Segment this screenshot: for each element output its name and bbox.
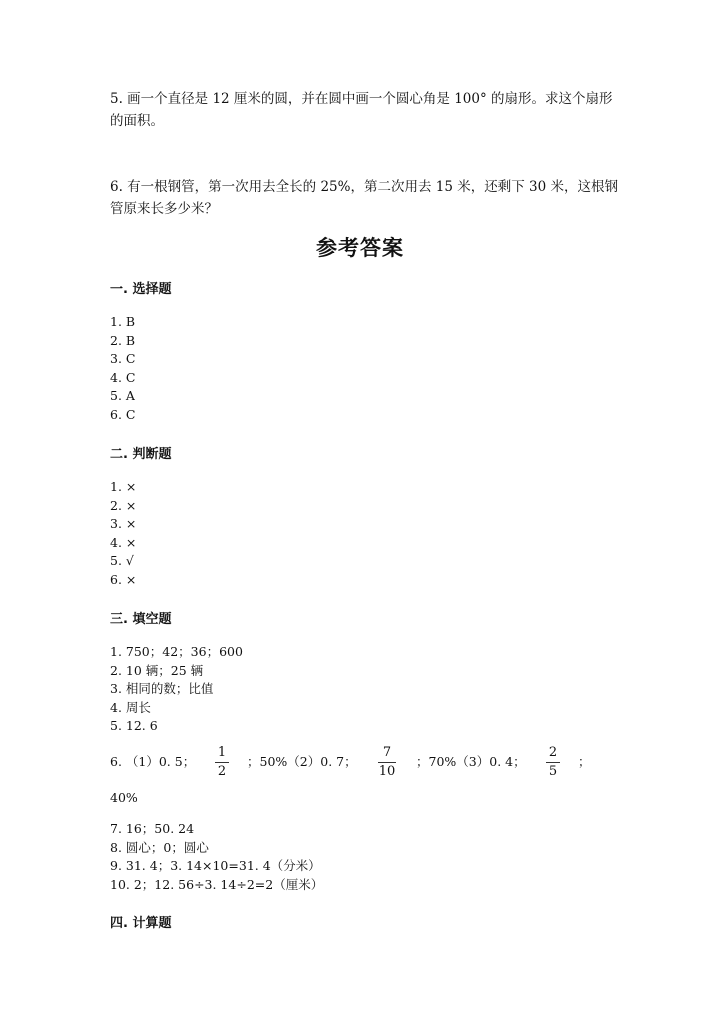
fraction-numerator: 1 — [217, 745, 227, 760]
fraction-7-10 — [378, 746, 396, 779]
fill-answers-list-a — [110, 643, 243, 736]
list-item: 2. B — [110, 332, 136, 348]
list-item: 3. C — [110, 351, 136, 367]
list-item: 1. × — [110, 479, 137, 494]
list-item: 6. C — [110, 406, 136, 422]
fraction-numerator: 2 — [548, 745, 558, 760]
list-item: 6. × — [110, 571, 137, 587]
fraction-bar — [215, 762, 229, 763]
list-item: 1. B — [110, 314, 136, 329]
fill-answers-list-b — [110, 820, 323, 894]
fill-item-6-tail: 40% — [110, 790, 138, 805]
list-item: 1. 750；42；36；600 — [110, 644, 243, 659]
fraction-denominator: 5 — [548, 764, 558, 779]
judge-answers-list — [110, 478, 136, 590]
list-item: 4. C — [110, 369, 136, 385]
list-item: 9. 31. 4；3. 14×10=31. 4（分米） — [110, 858, 321, 874]
fraction-bar — [378, 762, 396, 763]
fraction-denominator: 2 — [217, 764, 227, 779]
question-6: 6. 有一根钢管，第一次用去全长的 25%，第二次用去 15 米，还剩下 30 米，这根钢管原来长多少米？ — [110, 179, 618, 217]
list-item: 10. 2；12. 56÷3. 14÷2=2（厘米） — [110, 876, 324, 892]
fill-item-6-part3: ；70%（3）0. 4； — [416, 754, 526, 769]
list-item: 5. 12. 6 — [110, 718, 158, 734]
fill-item-6-part1: 6. （1）0. 5； — [110, 754, 196, 769]
fraction-2-5 — [546, 746, 560, 779]
fraction-numerator: 7 — [382, 745, 392, 760]
fill-item-6-part2: ；50%（2）0. 7； — [247, 754, 357, 769]
list-item: 2. 10 辆；25 辆 — [110, 662, 204, 678]
section-heading-calc: 四. 计算题 — [110, 916, 172, 931]
section-heading-choice: 一. 选择题 — [110, 282, 172, 297]
list-item: 5. A — [110, 388, 135, 404]
section-heading-fill: 三. 填空题 — [110, 612, 172, 627]
fraction-1-2 — [215, 746, 229, 779]
list-item: 8. 圆心；0；圆心 — [110, 839, 209, 855]
list-item: 7. 16；50. 24 — [110, 821, 195, 836]
list-item: 5. √ — [110, 553, 134, 569]
choice-answers-list — [110, 313, 135, 425]
list-item: 3. × — [110, 516, 137, 532]
question-5: 5. 画一个直径是 12 厘米的圆，并在圆中画一个圆心角是 100° 的扇形。求这个扇形的面积。 — [110, 91, 613, 129]
fraction-bar — [546, 762, 560, 763]
list-item: 4. × — [110, 534, 137, 550]
answer-title: 参考答案 — [316, 235, 404, 260]
list-item: 4. 周长 — [110, 699, 151, 715]
list-item: 3. 相同的数；比值 — [110, 681, 214, 697]
fill-item-6-part4: ； — [578, 754, 591, 769]
list-item: 2. × — [110, 497, 137, 513]
section-heading-judge: 二. 判断题 — [110, 447, 172, 462]
fraction-denominator: 10 — [378, 764, 396, 779]
